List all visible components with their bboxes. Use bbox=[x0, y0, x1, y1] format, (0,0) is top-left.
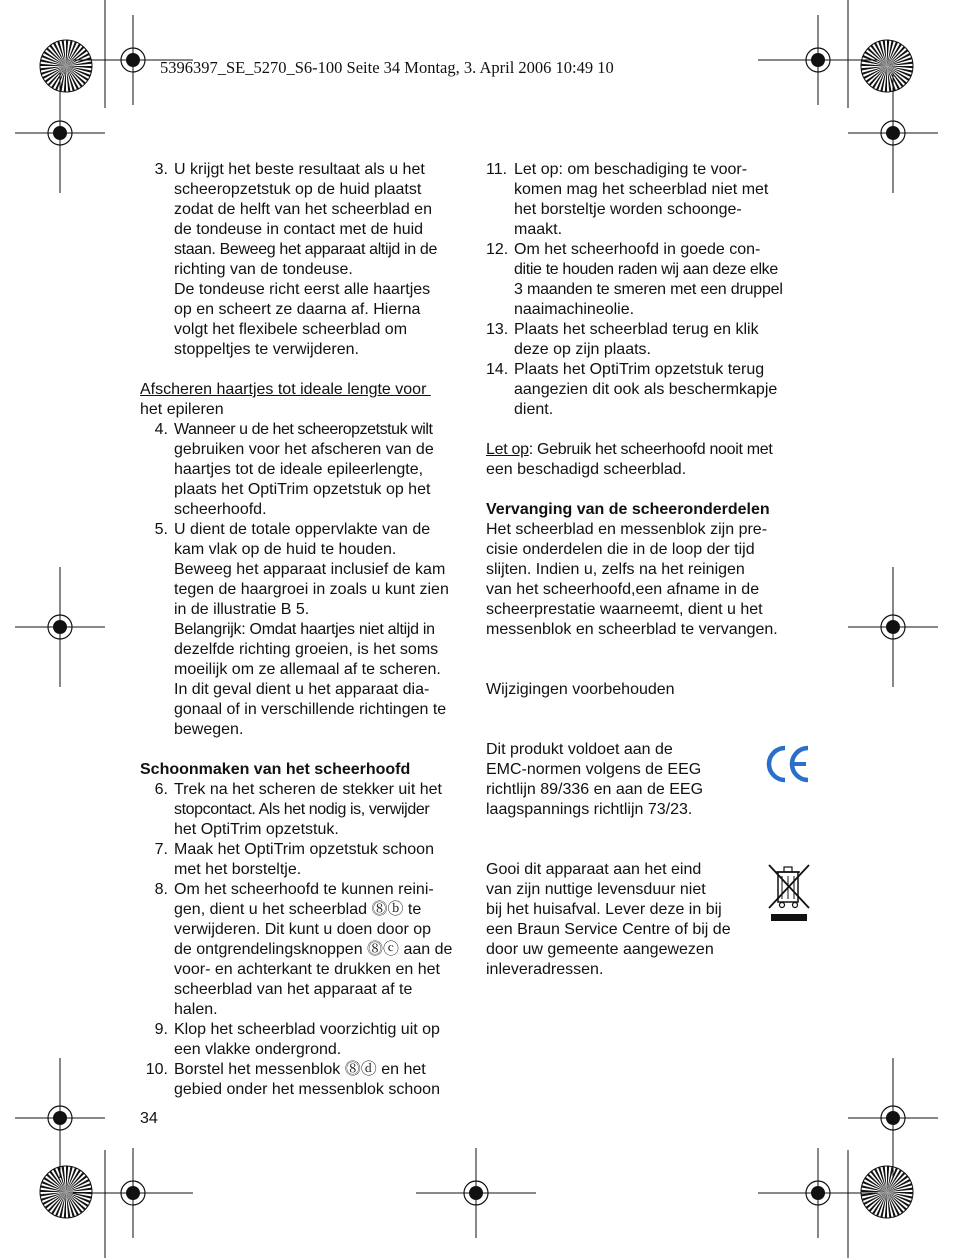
line: Maak het OptiTrim opzetstuk schoon bbox=[174, 841, 434, 858]
page-number: 34 bbox=[140, 1110, 158, 1127]
line: gebruiken voor het afscheren van de bbox=[174, 441, 434, 458]
line: Om het scheerhoofd in goede con- bbox=[514, 241, 761, 258]
line: dezelfde richting groeien, is het soms bbox=[174, 641, 439, 658]
line: Borstel het messenblok ⓼ⓓ en het bbox=[174, 1061, 426, 1078]
right-column bbox=[486, 160, 816, 980]
line: Het scheerblad en messenblok zijn pre- bbox=[486, 521, 768, 538]
line: bij het huisafval. Lever deze in bij bbox=[486, 901, 722, 918]
line: 3 maanden te smeren met een druppel bbox=[514, 281, 783, 298]
step-number: 13. bbox=[486, 321, 509, 338]
step-text bbox=[168, 1020, 440, 1060]
line: slijten. Indien u, zelfs na het reinigen bbox=[486, 561, 745, 578]
step-number: 8. bbox=[154, 881, 168, 898]
note-label: Let op bbox=[486, 441, 529, 458]
line: Beweeg het apparaat inclusief de kam bbox=[174, 561, 446, 578]
line: inleveradressen. bbox=[486, 961, 604, 978]
line: gen, dient u het scheerblad ⓼ⓑ te bbox=[174, 901, 422, 918]
line: voor- en achterkant te drukken en het bbox=[174, 961, 440, 978]
step-text bbox=[514, 240, 783, 320]
line: Belangrijk: Omdat haartjes niet altijd in bbox=[174, 621, 435, 638]
line: richtlijn 89/336 en aan de EEG bbox=[486, 781, 704, 798]
line: De tondeuse richt eerst alle haartjes bbox=[174, 281, 431, 298]
step-text bbox=[514, 160, 768, 240]
step-number: 9. bbox=[154, 1021, 168, 1038]
step-5 bbox=[140, 520, 470, 740]
registration-mark-icon bbox=[848, 567, 938, 687]
replacement-paragraph bbox=[486, 520, 816, 640]
line: naaimachineolie. bbox=[514, 301, 635, 318]
heading-line: het epileren bbox=[140, 401, 224, 418]
ce-mark-icon bbox=[764, 742, 812, 786]
line: Trek na het scheren de stekker uit het bbox=[174, 781, 442, 798]
step-text bbox=[168, 780, 442, 840]
step-3 bbox=[140, 160, 470, 360]
starburst-target-icon bbox=[40, 1166, 92, 1218]
step-8 bbox=[140, 880, 470, 1020]
step-13 bbox=[486, 320, 816, 360]
step-6 bbox=[140, 780, 470, 840]
line: met het borsteltje. bbox=[174, 861, 302, 878]
line: verwijderen. Dit kunt u doen door op bbox=[174, 921, 432, 938]
line: Plaats het OptiTrim opzetstuk terug bbox=[514, 361, 765, 378]
line: zodat de helft van het scheerblad en bbox=[174, 201, 432, 218]
line: op en scheert ze daarna af. Hierna bbox=[174, 301, 421, 318]
line: Dit produkt voldoet aan de bbox=[486, 741, 673, 758]
step-7 bbox=[140, 840, 470, 880]
registration-mark-icon bbox=[758, 1148, 878, 1238]
step-14 bbox=[486, 360, 816, 420]
line: kam vlak op de huid te houden. bbox=[174, 541, 397, 558]
line: komen mag het scheerblad niet met bbox=[514, 181, 769, 198]
line: laagspannings richtlijn 73/23. bbox=[486, 801, 693, 818]
line: plaats het OptiTrim opzetstuk op het bbox=[174, 481, 431, 498]
line: U krijgt het beste resultaat als u het bbox=[174, 161, 425, 178]
step-text bbox=[168, 520, 449, 740]
line: cisie onderdelen die in de loop der tijd bbox=[486, 541, 755, 558]
line: Om het scheerhoofd te kunnen reini- bbox=[174, 881, 434, 898]
line: gebied onder het messenblok schoon bbox=[174, 1081, 440, 1098]
line: van het scheerhoofd,een afname in de bbox=[486, 581, 760, 598]
step-text bbox=[514, 320, 759, 360]
step-4 bbox=[140, 420, 470, 520]
line: de tondeuse in contact met de huid bbox=[174, 221, 424, 238]
line: volgt het flexibele scheerblad om bbox=[174, 321, 408, 338]
step-text bbox=[168, 420, 434, 520]
line: de ontgrendelingsknoppen ⓼ⓒ aan de bbox=[174, 941, 453, 958]
line: gonaal of in verschillende richtingen te bbox=[174, 701, 447, 718]
step-number: 4. bbox=[154, 421, 168, 438]
registration-mark-icon bbox=[416, 1148, 536, 1238]
line: messenblok en scheerblad te vervangen. bbox=[486, 621, 778, 638]
line: Let op: om beschadiging te voor- bbox=[514, 161, 748, 178]
starburst-target-icon bbox=[40, 40, 92, 92]
print-header: 5396397_SE_5270_S6-100 Seite 34 Montag, 3. April 2006 10:49 10 bbox=[160, 58, 614, 77]
line: door uw gemeente aangewezen bbox=[486, 941, 714, 958]
step-number: 7. bbox=[154, 841, 168, 858]
line: maakt. bbox=[514, 221, 563, 238]
line: staan. Beweeg het apparaat altijd in de bbox=[174, 241, 437, 258]
note-text-line2: een beschadigd scheerblad. bbox=[486, 461, 687, 478]
changes-reserved-text: Wijzigingen voorbehouden bbox=[486, 681, 675, 698]
line: ditie te houden raden wij aan deze elke bbox=[514, 261, 778, 278]
step-text bbox=[168, 840, 434, 880]
step-number: 6. bbox=[154, 781, 168, 798]
line: moeilijk om ze allemaal af te scheren. bbox=[174, 661, 441, 678]
step-text bbox=[514, 360, 777, 420]
step-12 bbox=[486, 240, 816, 320]
line: scheerhoofd. bbox=[174, 501, 267, 518]
line: stopcontact. Als het nodig is, verwijder bbox=[174, 801, 430, 818]
left-column bbox=[140, 160, 470, 1100]
step-number: 12. bbox=[486, 241, 509, 258]
step-text bbox=[168, 880, 452, 1020]
line: het OptiTrim opzetstuk. bbox=[174, 821, 339, 838]
line: Klop het scheerblad voorzichtig uit op bbox=[174, 1021, 440, 1038]
line: EMC-normen volgens de EEG bbox=[486, 761, 702, 778]
heading-line: Afscheren haartjes tot ideale lengte voor bbox=[140, 381, 431, 398]
line: van zijn nuttige levensduur niet bbox=[486, 881, 706, 898]
line: een Braun Service Centre of bij de bbox=[486, 921, 731, 938]
registration-mark-icon bbox=[15, 1058, 105, 1178]
step-number: 10. bbox=[145, 1061, 168, 1078]
step-number: 3. bbox=[154, 161, 168, 178]
step-number: 11. bbox=[486, 161, 508, 178]
step-text bbox=[168, 1060, 440, 1100]
line: Gooi dit apparaat aan het eind bbox=[486, 861, 702, 878]
starburst-target-icon bbox=[861, 1166, 913, 1218]
cleaning-section-heading: Schoonmaken van het scheerhoofd bbox=[140, 761, 411, 778]
step-text bbox=[168, 160, 437, 360]
line: scheerblad van het apparaat af te bbox=[174, 981, 413, 998]
line: deze op zijn plaats. bbox=[514, 341, 651, 358]
step-9 bbox=[140, 1020, 470, 1060]
starburst-target-icon bbox=[861, 40, 913, 92]
step-11 bbox=[486, 160, 816, 240]
line: U dient de totale oppervlakte van de bbox=[174, 521, 431, 538]
crossed-out-bin-icon bbox=[766, 862, 812, 924]
line: het borsteltje worden schoonge- bbox=[514, 201, 742, 218]
registration-mark-icon bbox=[848, 1058, 938, 1178]
step-number: 14. bbox=[486, 361, 509, 378]
line: In dit geval dient u het apparaat dia- bbox=[174, 681, 430, 698]
warning-note bbox=[486, 440, 816, 480]
line: haartjes tot de ideale epileerlengte, bbox=[174, 461, 424, 478]
line: bewegen. bbox=[174, 721, 244, 738]
line: richting van de tondeuse. bbox=[174, 261, 353, 278]
line: halen. bbox=[174, 1001, 218, 1018]
line: aangezien dit ook als beschermkapje bbox=[514, 381, 778, 398]
line: Wanneer u de het scheeropzetstuk wilt bbox=[174, 421, 433, 438]
replacement-section-heading: Vervanging van de scheeronderdelen bbox=[486, 501, 770, 518]
line: een vlakke ondergrond. bbox=[174, 1041, 342, 1058]
trim-section-heading bbox=[140, 380, 470, 420]
line: scheerprestatie waarneemt, dient u het bbox=[486, 601, 763, 618]
step-10 bbox=[140, 1060, 470, 1100]
line: scheeropzetstuk op de huid plaatst bbox=[174, 181, 422, 198]
line: stoppeltjes te verwijderen. bbox=[174, 341, 359, 358]
registration-mark-icon bbox=[758, 15, 878, 105]
line: tegen de haargroei in zoals u kunt zien bbox=[174, 581, 449, 598]
line: dient. bbox=[514, 401, 554, 418]
line: Plaats het scheerblad terug en klik bbox=[514, 321, 759, 338]
note-text: : Gebruik het scheerhoofd nooit met bbox=[528, 441, 773, 458]
step-number: 5. bbox=[154, 521, 168, 538]
registration-mark-icon bbox=[15, 567, 105, 687]
line: in de illustratie B 5. bbox=[174, 601, 310, 618]
